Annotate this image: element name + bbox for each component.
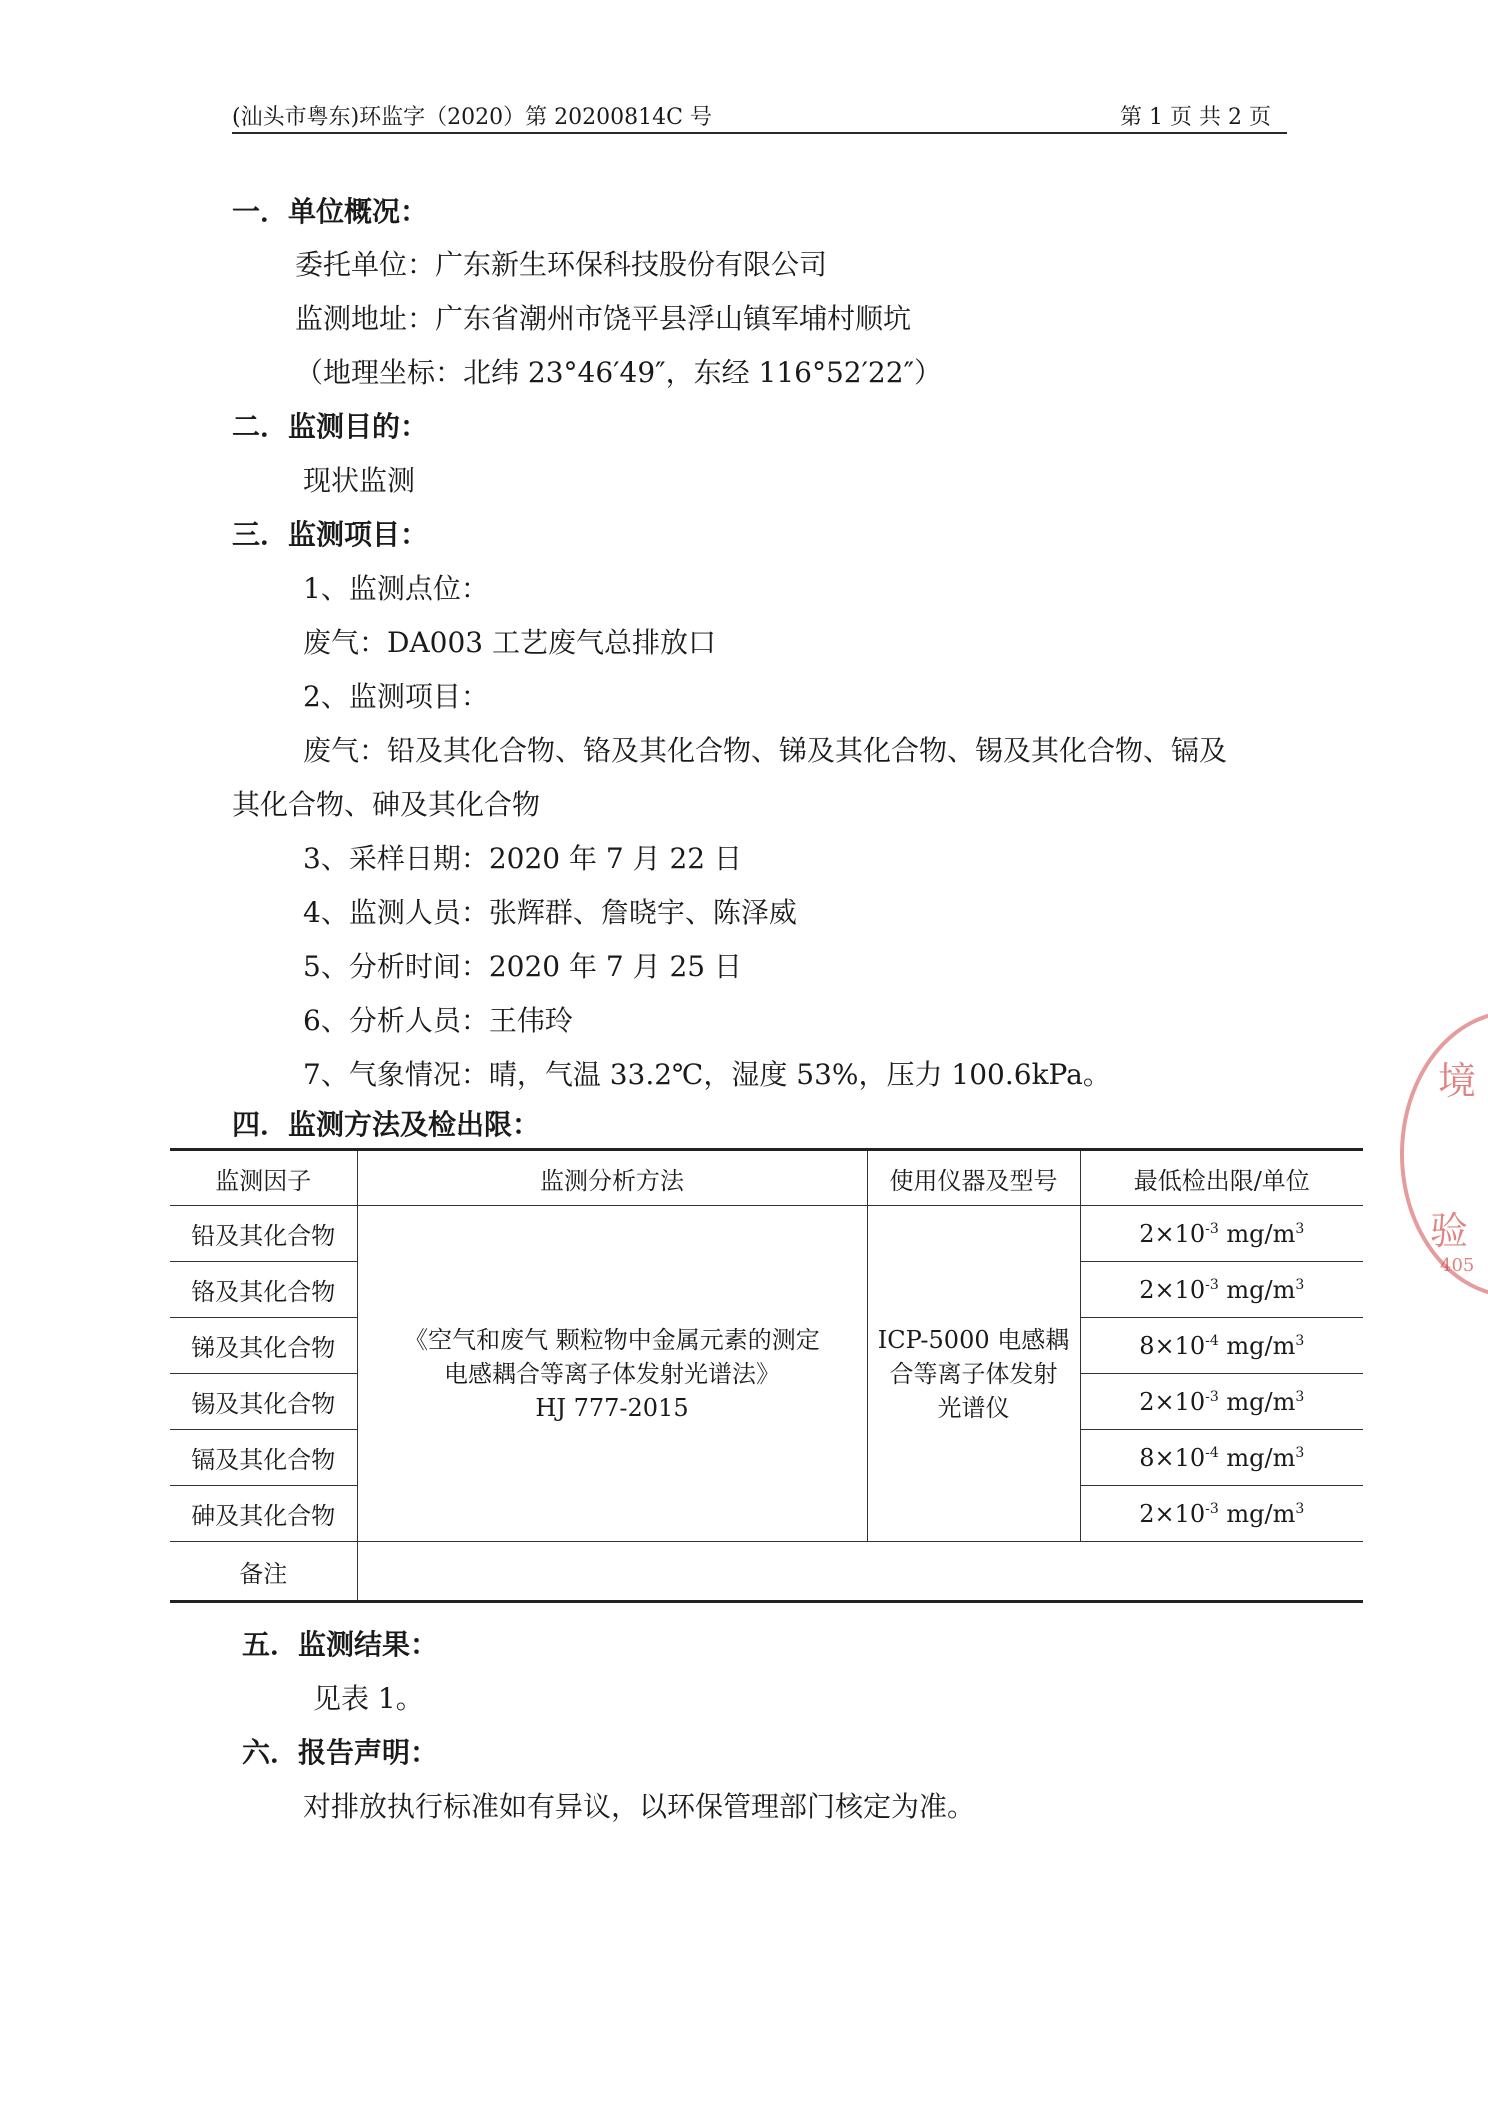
monitoring-personnel: 4、监测人员：张辉群、詹晓宇、陈泽威 <box>303 896 797 929</box>
detection-limit-cell: $2\times 10^{-3}$ $mg/m^3$ <box>1080 1206 1363 1262</box>
results-text: 见表 1。 <box>313 1682 424 1715</box>
header-instrument: 使用仪器及型号 <box>867 1150 1080 1206</box>
seal-text-3: 405 <box>1440 1255 1475 1276</box>
detection-limit-cell: $2\times 10^{-3}$ $mg/m^3$ <box>1080 1262 1363 1318</box>
remark-row <box>170 1542 1363 1602</box>
monitoring-point-label: 1、监测点位： <box>303 572 489 605</box>
analysis-date: 5、分析时间：2020 年 7 月 25 日 <box>303 950 743 983</box>
method-line-2: 电感耦合等离子体发射光谱法》 <box>444 1359 780 1388</box>
detection-limit-cell: $2\times 10^{-3}$ $mg/m^3$ <box>1080 1374 1363 1430</box>
detection-limit-cell: $2\times 10^{-3}$ $mg/m^3$ <box>1080 1486 1363 1542</box>
factor-cell: 铬及其化合物 <box>170 1262 357 1318</box>
method-line-3: HJ 777-2015 <box>535 1393 689 1422</box>
factor-cell: 锡及其化合物 <box>170 1374 357 1430</box>
method-table <box>170 1148 1363 1603</box>
section-4-heading: 四．监测方法及检出限： <box>232 1108 541 1141</box>
coordinates-line: （地理坐标：北纬 23°46′49″，东经 116°52′22″） <box>295 356 943 389</box>
analyst: 6、分析人员：王伟玲 <box>303 1004 573 1037</box>
instrument-cell <box>867 1206 1080 1542</box>
factor-cell: 铅及其化合物 <box>170 1206 357 1262</box>
seal-text-2: 验 <box>1430 1209 1469 1253</box>
header-rule <box>232 132 1287 134</box>
monitoring-items-label: 2、监测项目： <box>303 680 489 713</box>
header-detection-limit: 最低检出限/单位 <box>1080 1150 1363 1206</box>
detection-limit-cell: $8\times 10^{-4}$ $mg/m^3$ <box>1080 1430 1363 1486</box>
remark-value <box>357 1542 1363 1602</box>
header-method: 监测分析方法 <box>357 1150 867 1206</box>
purpose-text: 现状监测 <box>303 464 416 497</box>
instrument-line-1: ICP-5000 电感耦 <box>877 1325 1070 1354</box>
factor-cell: 砷及其化合物 <box>170 1486 357 1542</box>
monitoring-items-line1: 废气：铅及其化合物、铬及其化合物、锑及其化合物、锡及其化合物、镉及 <box>303 734 1228 767</box>
section-2-heading: 二．监测目的： <box>232 410 429 443</box>
section-6-heading: 六．报告声明： <box>242 1736 439 1769</box>
instrument-line-3: 光谱仪 <box>937 1393 1010 1422</box>
weather-conditions: 7、气象情况：晴，气温 33.2℃，湿度 53%，压力 100.6kPa。 <box>303 1058 1111 1091</box>
seal-text-1: 境 <box>1438 1059 1477 1103</box>
monitoring-items-line2: 其化合物、砷及其化合物 <box>232 788 541 821</box>
client-line: 委托单位：广东新生环保科技股份有限公司 <box>295 248 828 281</box>
section-3-heading: 三．监测项目： <box>232 518 429 551</box>
statement-text: 对排放执行标准如有异议，以环保管理部门核定为准。 <box>303 1790 976 1823</box>
page-info: 第 1 页 共 2 页 <box>1120 105 1271 130</box>
factor-cell: 镉及其化合物 <box>170 1430 357 1486</box>
section-1-heading: 一．单位概况： <box>232 195 429 228</box>
factor-cell: 锑及其化合物 <box>170 1318 357 1374</box>
instrument-line-2: 合等离子体发射 <box>889 1359 1058 1388</box>
header-factor: 监测因子 <box>170 1150 357 1206</box>
sample-date: 3、采样日期：2020 年 7 月 22 日 <box>303 842 743 875</box>
detection-limit-cell: $8\times 10^{-4}$ $mg/m^3$ <box>1080 1318 1363 1374</box>
monitoring-point-value: 废气：DA003 工艺废气总排放口 <box>303 626 717 659</box>
method-line-1: 《空气和废气 颗粒物中金属元素的测定 <box>404 1325 820 1354</box>
method-cell <box>357 1206 867 1542</box>
address-line: 监测地址：广东省潮州市饶平县浮山镇军埔村顺坑 <box>295 302 912 335</box>
table-header-row <box>170 1150 1363 1206</box>
document-number: (汕头市粤东)环监字（2020）第 20200814C 号 <box>232 105 712 130</box>
remark-label: 备注 <box>170 1542 357 1602</box>
section-5-heading: 五．监测结果： <box>242 1628 439 1661</box>
table-row <box>170 1206 1363 1262</box>
